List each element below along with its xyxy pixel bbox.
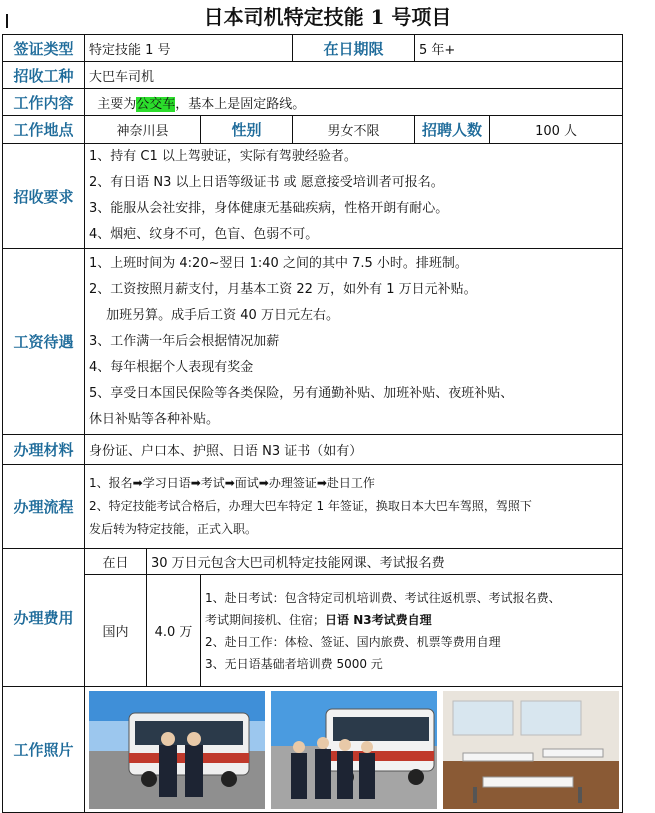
value-gender: 男女不限 [293, 116, 415, 144]
fee-n3-self-pay: 日语 N3考试费自理 [325, 612, 432, 627]
job-info-table [2, 34, 623, 813]
value-duration: 5 年+ [415, 35, 623, 62]
process-item: 发后转为特定技能，正式入职。 [89, 522, 258, 536]
process-item: 2、特定技能考试合格后，办理大巴车特定 1 年签证，换取日本大巴车驾照，驾照下 [89, 499, 532, 513]
salary-item: 5、享受日本国民保险等各类保险，另有通勤补贴、加班补贴、夜班补贴、 [89, 385, 514, 401]
salary-item: 3、工作满一年后会根据情况加薪 [89, 333, 280, 349]
job-content-highlight: 公交车 [136, 96, 176, 112]
label-fees: 办理费用 [3, 549, 85, 687]
bus-group-photo [271, 691, 437, 809]
photos-cell [85, 687, 623, 813]
fee-item: 2、赴日工作：体检、签证、国内旅费、机票等费用自理 [205, 634, 501, 649]
salary-item: 加班另算。成手后工资 40 万日元左右。 [89, 307, 339, 323]
fee-japan-text: 30 万日元包含大巴司机特定技能网课、考试报名费 [147, 549, 623, 575]
requirement-item: 2、有日语 N3 以上日语等级证书 或 愿意接受培训者可报名。 [89, 175, 444, 190]
value-location: 神奈川县 [85, 116, 201, 144]
fee-item: 3、无日语基础者培训费 5000 元 [205, 656, 383, 671]
requirement-item: 1、持有 C1 以上驾驶证，实际有驾驶经验者。 [89, 149, 357, 164]
label-visa-type: 签证类型 [3, 35, 85, 62]
value-headcount: 100 人 [490, 116, 623, 144]
value-job-content [85, 89, 623, 116]
fee-japan-label: 在日 [85, 549, 147, 575]
process-list [85, 465, 623, 549]
process-item: 1、报名➡学习日语➡考试➡面试➡办理签证➡赴日工作 [89, 476, 375, 490]
page-title: 日本司机特定技能 1 号项目 [203, 5, 452, 29]
fee-item: 考试期间接机、住宿；日语 N3考试费自理 [205, 612, 432, 627]
salary-item: 1、上班时间为 4:20~翌日 1:40 之间的其中 7.5 小时。排班制。 [89, 255, 468, 271]
value-job-type: 大巴车司机 [85, 62, 623, 89]
label-job-content: 工作内容 [3, 89, 85, 116]
requirement-item: 4、烟疤、纹身不可，色盲、色弱不可。 [89, 227, 319, 242]
label-headcount: 招聘人数 [415, 116, 490, 144]
label-duration: 在日期限 [293, 35, 415, 62]
fee-domestic-amount: 4.0 万 [147, 575, 201, 687]
salary-item: 4、每年根据个人表现有奖金 [89, 359, 254, 375]
classroom-photo [443, 691, 619, 809]
label-gender: 性别 [201, 116, 293, 144]
label-materials: 办理材料 [3, 435, 85, 465]
job-content-suffix: ，基本上是固定路线。 [175, 96, 306, 112]
label-salary: 工资待遇 [3, 249, 85, 435]
label-photos: 工作照片 [3, 687, 85, 813]
fee-domestic-label: 国内 [85, 575, 147, 687]
job-content-prefix: 主要为 [97, 96, 137, 112]
salary-item: 休日补贴等各种补贴。 [89, 411, 220, 427]
value-visa-type: 特定技能 1 号 [85, 35, 293, 62]
label-requirements: 招收要求 [3, 144, 85, 249]
fee-domestic-items [201, 575, 623, 687]
requirement-item: 3、能服从会社安排，身体健康无基础疾病，性格开朗有耐心。 [89, 201, 449, 216]
bus-staff-photo [89, 691, 265, 809]
label-location: 工作地点 [3, 116, 85, 144]
salary-item: 2、工资按照月薪支付，月基本工资 22 万，如外有 1 万日元补贴。 [89, 281, 477, 297]
salary-list [85, 249, 623, 435]
label-job-type: 招收工种 [3, 62, 85, 89]
value-materials: 身份证、户口本、护照、日语 N3 证书（如有） [85, 435, 623, 465]
requirements-list [85, 144, 623, 249]
fee-item: 1、赴日考试：包含特定司机培训费、考试往返机票、考试报名费、 [205, 590, 561, 605]
label-process: 办理流程 [3, 465, 85, 549]
